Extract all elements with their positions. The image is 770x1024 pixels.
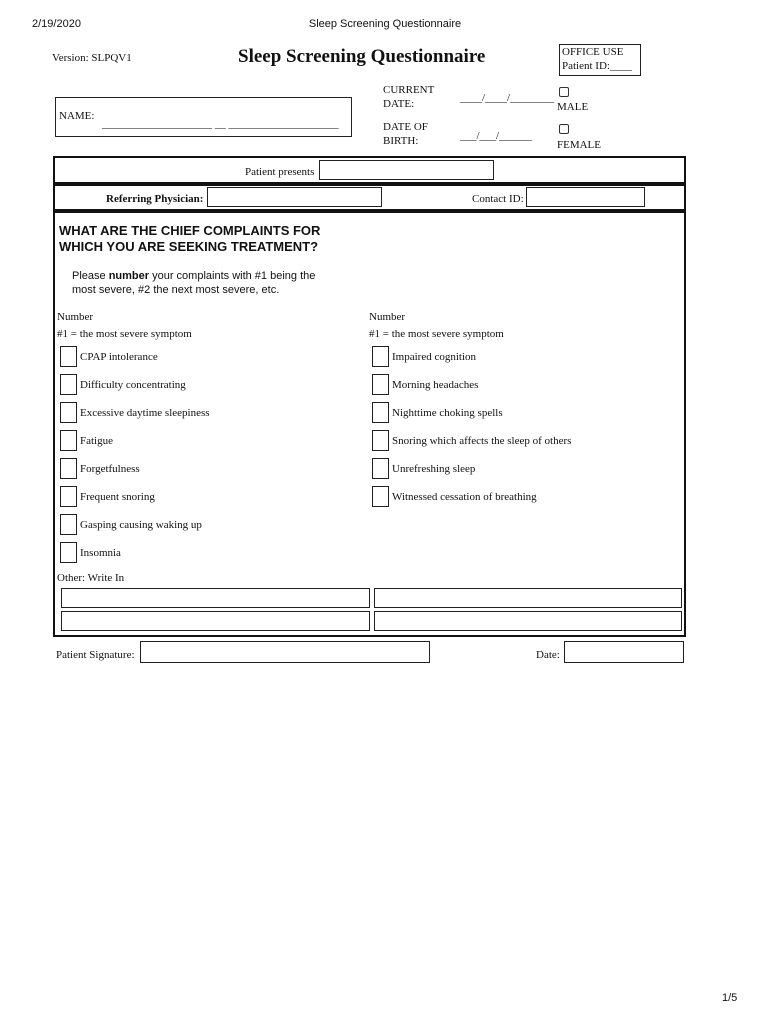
complaint-cpap-intolerance: CPAP intolerance — [80, 351, 158, 363]
female-checkbox[interactable] — [559, 124, 569, 134]
other-write-in-input-4[interactable] — [374, 611, 682, 631]
female-label: FEMALE — [557, 139, 601, 151]
other-write-in-input-2[interactable] — [374, 588, 682, 608]
date-label: Date: — [536, 649, 560, 661]
complaint-morning-headaches: Morning headaches — [392, 379, 479, 391]
other-write-in-input-1[interactable] — [61, 588, 370, 608]
complaint-impaired-cognition: Impaired cognition — [392, 351, 477, 363]
question-heading — [59, 223, 320, 255]
contact-id-label: Contact ID: — [472, 193, 524, 205]
complaint-snoring-affects-others: Snoring which affects the sleep of others — [392, 435, 572, 447]
patient-signature-input[interactable] — [140, 641, 430, 663]
complaint-nighttime-choking-spells: Nighttime choking spells — [392, 407, 503, 419]
rank-box-unrefreshing-sleep[interactable] — [372, 458, 389, 479]
rank-box-excessive-daytime-sleepiness[interactable] — [60, 402, 77, 423]
complaint-frequent-snoring: Frequent snoring — [80, 491, 155, 503]
rank-box-fatigue[interactable] — [60, 430, 77, 451]
name-label: NAME: — [59, 110, 95, 122]
patient-signature-label: Patient Signature: — [56, 649, 135, 661]
rank-box-forgetfulness[interactable] — [60, 458, 77, 479]
male-label: MALE — [557, 101, 589, 113]
office-use-box — [559, 44, 641, 76]
complaint-difficulty-concentrating: Difficulty concentrating — [80, 379, 186, 391]
dob-label-2: BIRTH: — [383, 135, 419, 147]
office-use-label: OFFICE USE — [562, 46, 624, 58]
contact-id-input[interactable] — [526, 187, 645, 207]
patient-id-label: Patient ID:____ — [562, 60, 632, 72]
form-title: Sleep Screening Questionnaire — [238, 46, 486, 67]
male-checkbox[interactable] — [559, 87, 569, 97]
dob-label-1: DATE OF — [383, 121, 428, 133]
complaint-excessive-daytime-sleepiness: Excessive daytime sleepiness — [80, 407, 210, 419]
print-title: Sleep Screening Questionnaire — [308, 18, 462, 30]
rank-box-insomnia[interactable] — [60, 542, 77, 563]
rank-box-snoring-affects-others[interactable] — [372, 430, 389, 451]
left-col-number-header: Number — [57, 311, 94, 323]
instruction-line-2: most severe, #2 the next most severe, etc. — [72, 284, 280, 296]
rank-box-morning-headaches[interactable] — [372, 374, 389, 395]
name-line: ____________________ __ ____________________ — [102, 118, 339, 130]
rank-box-nighttime-choking-spells[interactable] — [372, 402, 389, 423]
complaint-insomnia: Insomnia — [80, 547, 121, 559]
right-col-severity-header: #1 = the most severe symptom — [369, 328, 504, 340]
current-date-label-1: CURRENT — [383, 84, 435, 96]
referring-physician-input[interactable] — [207, 187, 382, 207]
question-line-1: WHAT ARE THE CHIEF COMPLAINTS FOR — [59, 223, 321, 238]
right-col-number-header: Number — [369, 311, 406, 323]
name-box[interactable] — [55, 97, 352, 137]
complaint-forgetfulness: Forgetfulness — [80, 463, 140, 475]
complaint-unrefreshing-sleep: Unrefreshing sleep — [392, 463, 476, 475]
instructions — [72, 269, 315, 297]
patient-presents-label: Patient presents — [245, 166, 315, 178]
patient-presents-input[interactable] — [319, 160, 494, 180]
current-date-label-2: DATE: — [383, 98, 415, 110]
signature-date-input[interactable] — [564, 641, 684, 663]
rank-box-gasping-causing-waking-up[interactable] — [60, 514, 77, 535]
rank-box-impaired-cognition[interactable] — [372, 346, 389, 367]
other-write-in-input-3[interactable] — [61, 611, 370, 631]
rank-box-witnessed-cessation-of-breathing[interactable] — [372, 486, 389, 507]
complaint-witnessed-cessation-of-breathing: Witnessed cessation of breathing — [392, 491, 537, 503]
print-date: 2/19/2020 — [32, 18, 81, 30]
rank-box-difficulty-concentrating[interactable] — [60, 374, 77, 395]
complaint-gasping-causing-waking-up: Gasping causing waking up — [80, 519, 202, 531]
question-line-2: WHICH YOU ARE SEEKING TREATMENT? — [59, 239, 319, 254]
referring-physician-label: Referring Physician: — [106, 193, 204, 205]
complaint-fatigue: Fatigue — [80, 435, 113, 447]
current-date-field[interactable]: ____/____/________ — [460, 92, 555, 104]
version-label: Version: SLPQV1 — [52, 52, 132, 64]
left-col-severity-header: #1 = the most severe symptom — [57, 328, 192, 340]
instruction-line-1: Please number your complaints with #1 being the — [72, 270, 316, 282]
rank-box-frequent-snoring[interactable] — [60, 486, 77, 507]
page-number: 1/5 — [722, 992, 738, 1004]
other-write-in-label: Other: Write In — [57, 572, 125, 584]
dob-field[interactable]: ___/___/______ — [460, 130, 533, 142]
rank-box-cpap-intolerance[interactable] — [60, 346, 77, 367]
